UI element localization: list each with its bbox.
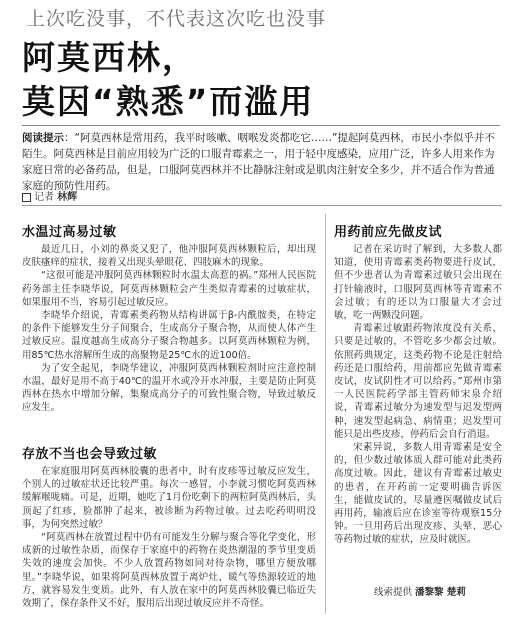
paragraph: “这很可能是冲服阿莫西林颗粒时水温太高惹的祸。”郑州人民医院药务部主任李晓华说，阿莫西林颗粒会产生类似青霉素的过敏症状，如果服用不当，容易引起过敏反应。	[22, 270, 316, 308]
byline-role: 记者	[34, 192, 54, 203]
column-divider	[325, 214, 326, 614]
byline-box-icon	[22, 193, 31, 202]
header-divider	[22, 205, 502, 206]
paragraph: 宋素异说，多数人用青霉素是安全的，但少数过敏体质人群可能对此类药高度过敏。因此，建议有青霉素过敏史的患者，在开药前一定要明确告诉医生，能做皮试的，尽量遵医嘱做皮试后再用药，输液后应在诊室等待观察15分钟。一旦用药后出现皮疹、头晕、恶心等药物过敏的症状，应及时就医。	[334, 442, 502, 546]
section-title-water-temp: 水温过高易过敏	[22, 225, 117, 240]
section-title-skin-test: 用药前应先做皮试	[334, 225, 443, 240]
paragraph: 青霉素过敏跟药物浓度没有关系，只要是过敏的，不管吃多少都会过敏。依照药典规定，这类药物不论是注射给药还是口服给药，用前都应先做青霉素皮试，皮试阴性才可以给药。”郑州市第一人民医院药学部主管药师宋泉介绍说，青霉素过敏分为速发型与迟发型两种，速发型起病急、病情重；迟发型可能只是出些皮疹，停药后会自行消退。	[334, 323, 502, 440]
section-title-storage: 存放不当也会导致过敏	[22, 447, 158, 462]
paragraph: 最近几日，小刘的鼻炎又犯了，他冲服阿莫西林颗粒后，却出现皮肤瘙痒的症状，接着又出现头晕眼花、四肢麻木的现象。	[22, 244, 316, 269]
byline-name: 林辉	[57, 192, 78, 203]
headline-line-2: 莫因“熟悉”而滥用	[22, 82, 315, 121]
lead-text: “阿莫西林是常用药，我平时咳嗽、咽喉发炎都吃它……”提起阿莫西林，市民小李似乎并不陌生。阿莫西林是目前应用较为广泛的口服青霉素之一，用于轻中度感染，应用广泛，许多人用来作为家庭日常的必备药品，但是，口服阿莫西林并不比静脉注射或是肌肉注射安全多少，并不适合作为普通家庭的预防性用药。	[22, 132, 495, 192]
paragraph: 记者在采访时了解到，大多数人都知道，使用青霉素类药物要进行皮试，但不少患者认为青霉素过敏只会出现在打针输液时，口服阿莫西林等青霉素不会过敏；有的还以为口服量大才会过敏，吃一两颗没问题。	[334, 244, 502, 322]
lead-label-colon: ：	[64, 132, 75, 144]
section-body-water-temp	[22, 243, 316, 415]
section-body-storage	[22, 465, 316, 610]
source-credit-label: 线索提供	[374, 587, 413, 598]
paragraph: 李晓华介绍说，青霉素类药物从结构讲属于β-内酰胺类，在特定的条件下能够发生分子间聚合，生成高分子聚合物，从而使人体产生过敏反应。温度越高生成高分子聚合物越多。以阿莫西林颗粒为例，用85℃热水溶解所生成的高聚物是25℃水的近100倍。	[22, 310, 316, 361]
byline	[22, 188, 77, 203]
lead-paragraph	[22, 125, 500, 194]
lead-label: 阅读提示	[22, 132, 64, 144]
headline-line-1: 阿莫西林，	[22, 38, 197, 77]
paragraph: 为了安全起见，李晓华建议，冲服阿莫西林颗粒剂时应注意控制水温，最好是用不高于40℃的温开水或冷开水冲服，主要是防止阿莫西林在热水中增加分解，集聚成高分子的可致性聚合物，导致过敏反应发生。	[22, 362, 316, 414]
paragraph: 在家庭服用阿莫西林胶囊的患者中，时有皮疹等过敏反应发生，个别人的过敏症状还比较严重。每次一感冒，小李就习惯吃阿莫西林缓解喉咙痛。可是，近期，她吃了1月份吃剩下的两粒阿莫西林后，头顶起了红疹，脸都肿了起来，被诊断为药物过敏。过去吃药明明没事，为何突然过敏？	[22, 466, 316, 530]
source-credit	[374, 584, 466, 598]
paragraph: “阿莫西林在放置过程中仍有可能发生分解与聚合等化学变化，形成新的过敏性杂质，而保存于家庭中的药物在炎热潮湿的季节里变质失效的速度会加快。不少人放置药物如同对待杂物，哪里方便放哪里。”李晓华说，如果将阿莫西林放置于离炉灶、暖气等热源较近的地方，就容易发生变质。此外，有人放在家中的阿莫西林胶囊已临近失效期了，保存条件又不好，服用后出现过敏反应并不奇怪。	[22, 532, 316, 610]
source-credit-names: 潘黎黎 楚莉	[415, 587, 466, 598]
kicker-subheadline: 上次吃没事，不代表这次吃也没事	[26, 8, 327, 30]
section-body-skin-test	[334, 243, 502, 547]
